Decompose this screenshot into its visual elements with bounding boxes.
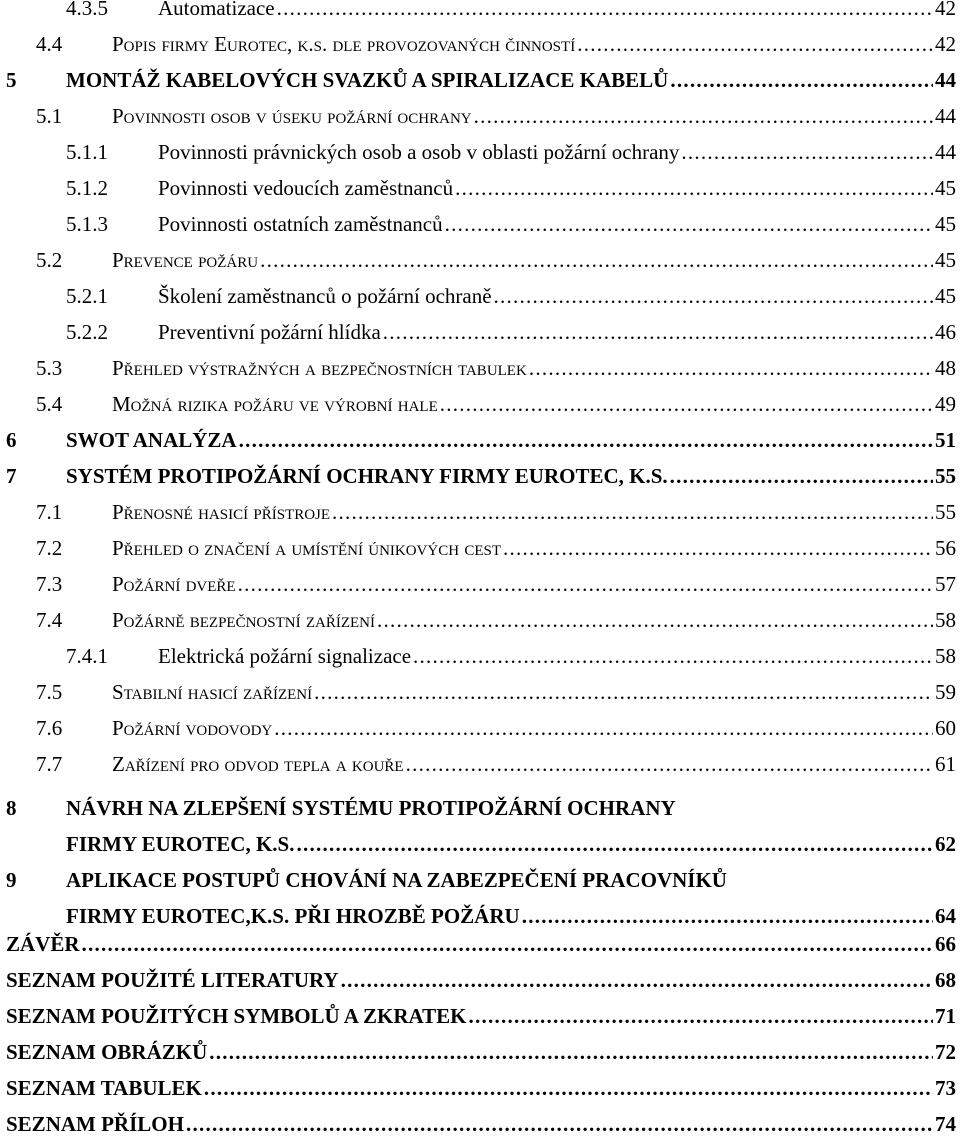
toc-entry bbox=[0, 500, 960, 536]
toc-entry-title: Přenosné hasicí přístroje bbox=[112, 500, 331, 524]
toc-entry-title: MONTÁŽ KABELOVÝCH SVAZKŮ A SPIRALIZACE KABELŮ bbox=[66, 68, 669, 92]
toc-entry-title: Možná rizika požáru ve výrobní hale bbox=[112, 392, 438, 416]
toc-entry bbox=[0, 464, 960, 500]
dot-leader bbox=[455, 176, 933, 201]
toc-entry-number: 5.1.3 bbox=[66, 212, 108, 236]
toc-entry-title: Popis firmy Eurotec, k.s. dle provozovaných činností bbox=[112, 32, 576, 56]
toc-entry bbox=[0, 212, 960, 248]
toc-entry-page: 73 bbox=[935, 1076, 956, 1100]
dot-leader bbox=[577, 32, 933, 57]
dot-leader bbox=[82, 932, 933, 957]
toc-entry bbox=[0, 140, 960, 176]
dot-leader bbox=[670, 68, 933, 93]
dot-leader bbox=[377, 608, 933, 633]
toc-entry-number: 5.1 bbox=[36, 104, 63, 128]
toc-entry bbox=[0, 248, 960, 284]
toc-entry-number: 5.2.2 bbox=[66, 320, 108, 344]
toc-entry-title: SEZNAM PŘÍLOH bbox=[6, 1112, 184, 1136]
toc-entry bbox=[0, 932, 960, 968]
dot-leader bbox=[413, 644, 933, 669]
toc-entry-page: 64 bbox=[935, 904, 956, 928]
toc-entry-number: 5 bbox=[6, 68, 17, 92]
toc-entry-number: 5.3 bbox=[36, 356, 63, 380]
toc-entry-number: 9 bbox=[6, 868, 17, 892]
dot-leader bbox=[670, 464, 933, 489]
toc-entry-number: 4.4 bbox=[36, 32, 63, 56]
dot-leader bbox=[332, 500, 933, 525]
toc-entry-title: SEZNAM POUŽITÉ LITERATURY bbox=[6, 968, 339, 992]
toc-entry bbox=[0, 104, 960, 140]
toc-entry-page: 45 bbox=[935, 248, 956, 272]
toc-entry-number: 5.2 bbox=[36, 248, 63, 272]
dot-leader bbox=[186, 1112, 933, 1137]
toc-entry-wrapped bbox=[0, 868, 960, 940]
toc-entry-number: 7.6 bbox=[36, 716, 63, 740]
toc-entry-number: 7.3 bbox=[36, 572, 63, 596]
toc-entry bbox=[0, 752, 960, 788]
toc-entry bbox=[0, 608, 960, 644]
toc-entry bbox=[0, 176, 960, 212]
toc-entry-title: Elektrická požární signalizace bbox=[158, 644, 412, 668]
dot-leader bbox=[209, 1040, 933, 1065]
toc-entry-title: Povinnosti vedoucích zaměstnanců bbox=[158, 176, 454, 200]
dot-leader bbox=[529, 356, 933, 381]
toc-entry bbox=[0, 1112, 960, 1148]
toc-entry-title: Přehled výstražných a bezpečnostních tabulek bbox=[112, 356, 527, 380]
toc-entry-page: 59 bbox=[935, 680, 956, 704]
toc-entry bbox=[0, 716, 960, 752]
toc-entry-page: 44 bbox=[935, 104, 956, 128]
toc-entry-number: 5.1.2 bbox=[66, 176, 108, 200]
toc-entry-page: 46 bbox=[935, 320, 956, 344]
toc-entry-title: Preventivní požární hlídka bbox=[158, 320, 381, 344]
toc-entry-number: 5.2.1 bbox=[66, 284, 108, 308]
toc-entry-page: 58 bbox=[935, 608, 956, 632]
toc-entry-page: 42 bbox=[935, 32, 956, 56]
toc-entry-title: SYSTÉM PROTIPOŽÁRNÍ OCHRANY FIRMY EUROTEC, K.S. bbox=[66, 464, 668, 488]
toc-entry-number: 7.5 bbox=[36, 680, 63, 704]
toc-entry-page: 68 bbox=[935, 968, 956, 992]
toc-entry bbox=[0, 1004, 960, 1040]
toc-entry-page: 66 bbox=[935, 932, 956, 956]
dot-leader bbox=[274, 716, 933, 741]
toc-entry-page: 45 bbox=[935, 284, 956, 308]
dot-leader bbox=[503, 536, 933, 561]
toc-entry-number: 7.4 bbox=[36, 608, 63, 632]
toc-entry-number: 5.4 bbox=[36, 392, 63, 416]
toc-entry-title-line2: FIRMY EUROTEC,K.S. PŘI HROZBĚ POŽÁRU bbox=[66, 904, 520, 928]
toc-entry-title-line2-row bbox=[66, 832, 960, 857]
toc-entry-title-line2-row bbox=[66, 904, 960, 929]
toc-entry-page: 51 bbox=[935, 428, 956, 452]
dot-leader bbox=[314, 680, 933, 705]
toc-entry-page: 57 bbox=[935, 572, 956, 596]
toc-entry-title: SEZNAM POUŽITÝCH SYMBOLŮ A ZKRATEK bbox=[6, 1004, 467, 1028]
toc-entry-title-line1: NÁVRH NA ZLEPŠENÍ SYSTÉMU PROTIPOŽÁRNÍ OCHRANY bbox=[66, 796, 676, 820]
toc-entry-title: Prevence požáru bbox=[112, 248, 259, 272]
toc-entry-page: 56 bbox=[935, 536, 956, 560]
dot-leader bbox=[260, 248, 933, 273]
dot-leader bbox=[297, 832, 934, 857]
toc-entry-title: Požární vodovody bbox=[112, 716, 273, 740]
toc-entry-number: 7.4.1 bbox=[66, 644, 108, 668]
toc-entry-title: Povinnosti ostatních zaměstnanců bbox=[158, 212, 443, 236]
toc-entry bbox=[0, 428, 960, 464]
toc-entry-title-line1: APLIKACE POSTUPŮ CHOVÁNÍ NA ZABEZPEČENÍ PRACOVNÍKŮ bbox=[66, 868, 727, 892]
toc-entry bbox=[0, 1040, 960, 1076]
dot-leader bbox=[383, 320, 933, 345]
dot-leader bbox=[277, 0, 933, 21]
toc-entry-page: 44 bbox=[935, 68, 956, 92]
toc-entry bbox=[0, 356, 960, 392]
dot-leader bbox=[681, 140, 933, 165]
toc-entry-page: 42 bbox=[935, 0, 956, 20]
toc-entry-title: Stabilní hasicí zařízení bbox=[112, 680, 313, 704]
toc-entry-number: 7.7 bbox=[36, 752, 63, 776]
toc-entry-title: Přehled o značení a umístění únikových cest bbox=[112, 536, 501, 560]
toc-entry-page: 62 bbox=[935, 832, 956, 856]
dot-leader bbox=[445, 212, 933, 237]
dot-leader bbox=[469, 1004, 933, 1029]
toc-entry bbox=[0, 68, 960, 104]
toc-entry-page: 49 bbox=[935, 392, 956, 416]
dot-leader bbox=[238, 572, 933, 597]
toc-entry-page: 58 bbox=[935, 644, 956, 668]
toc-entry-title: Zařízení pro odvod tepla a kouře bbox=[112, 752, 404, 776]
toc-entry bbox=[0, 32, 960, 68]
toc-entry-number: 7.2 bbox=[36, 536, 63, 560]
toc-entry-title: Povinnosti právnických osob a osob v oblasti požární ochrany bbox=[158, 140, 680, 164]
toc-entry bbox=[0, 572, 960, 608]
toc-entry-page: 71 bbox=[935, 1004, 956, 1028]
toc-entry-number: 7.1 bbox=[36, 500, 63, 524]
toc-entry bbox=[0, 680, 960, 716]
toc-entry-page: 44 bbox=[935, 140, 956, 164]
toc-entry bbox=[0, 284, 960, 320]
toc-entry bbox=[0, 392, 960, 428]
toc-entry-page: 45 bbox=[935, 176, 956, 200]
toc-entry-number: 7 bbox=[6, 464, 17, 488]
dot-leader bbox=[474, 104, 933, 129]
toc-entry-title: SWOT ANALÝZA bbox=[66, 428, 237, 452]
dot-leader bbox=[341, 968, 933, 993]
toc-entry-title: Povinnosti osob v úseku požární ochrany bbox=[112, 104, 472, 128]
toc-entry bbox=[0, 536, 960, 572]
toc-entry bbox=[0, 1076, 960, 1112]
toc-entry-number: 8 bbox=[6, 796, 17, 820]
toc-entry-page: 45 bbox=[935, 212, 956, 236]
toc-entry-number: 6 bbox=[6, 428, 17, 452]
toc-entry-page: 55 bbox=[935, 500, 956, 524]
toc-entry-wrapped bbox=[0, 796, 960, 868]
toc-entry-page: 55 bbox=[935, 464, 956, 488]
toc-entry bbox=[0, 0, 960, 32]
toc-entry bbox=[0, 644, 960, 680]
toc-entry-title: Školení zaměstnanců o požární ochraně bbox=[158, 284, 492, 308]
dot-leader bbox=[440, 392, 933, 417]
toc-entry-page: 72 bbox=[935, 1040, 956, 1064]
toc-entry bbox=[0, 320, 960, 356]
dot-leader bbox=[522, 904, 933, 929]
toc-entry-number: 5.1.1 bbox=[66, 140, 108, 164]
toc-entry-page: 60 bbox=[935, 716, 956, 740]
dot-leader bbox=[204, 1076, 933, 1101]
toc-entry-title-line2: FIRMY EUROTEC, K.S. bbox=[66, 832, 295, 856]
toc-entry-title: ZÁVĚR bbox=[6, 932, 80, 956]
toc-entry-title: SEZNAM OBRÁZKŮ bbox=[6, 1040, 208, 1064]
toc-entry bbox=[0, 968, 960, 1004]
toc-entry-page: 74 bbox=[935, 1112, 956, 1136]
toc-entry-page: 61 bbox=[935, 752, 956, 776]
dot-leader bbox=[406, 752, 933, 777]
dot-leader bbox=[494, 284, 933, 309]
toc-entry-page: 48 bbox=[935, 356, 956, 380]
toc-entry-title: Automatizace bbox=[158, 0, 275, 20]
toc-entry-title: Požární dveře bbox=[112, 572, 236, 596]
toc-entry-number: 4.3.5 bbox=[66, 0, 108, 20]
dot-leader bbox=[239, 428, 933, 453]
toc-entry-title: SEZNAM TABULEK bbox=[6, 1076, 202, 1100]
toc-entry-title: Požárně bezpečnostní zařízení bbox=[112, 608, 375, 632]
